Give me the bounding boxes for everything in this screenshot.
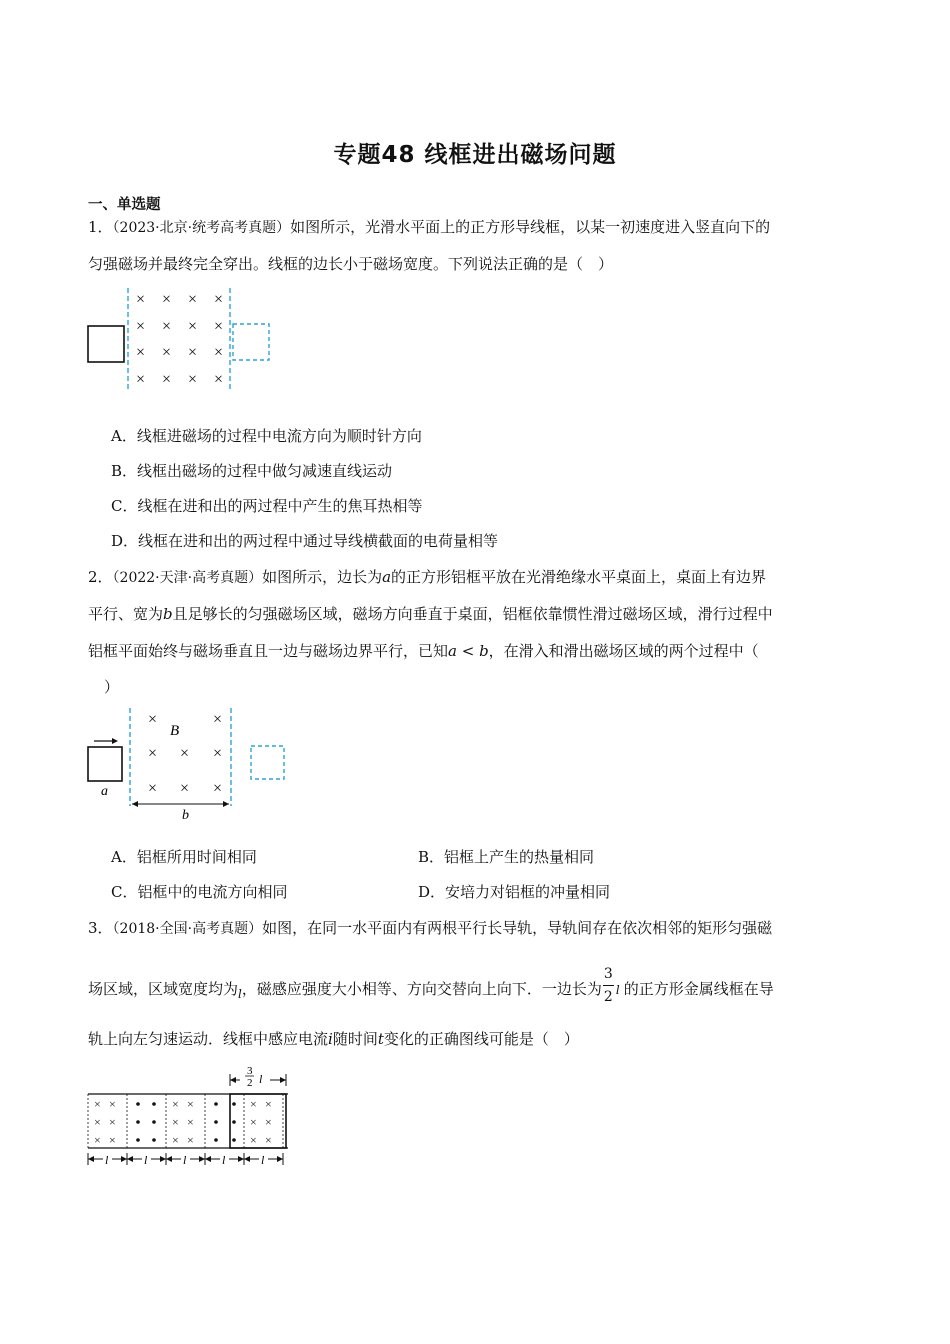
page-title: 专题48 线框进出磁场问题 [333,142,617,168]
svg-text:×: × [214,291,224,308]
svg-text:×: × [162,291,172,308]
q3-dim-l-5: l [261,1153,265,1167]
q3-dim-l-3: l [183,1153,187,1167]
svg-text:×: × [148,780,158,797]
q3-frac-den: 2 [603,989,613,1005]
q2-field-crosses [148,711,222,797]
q2-line-2 [88,604,773,624]
q3-var-l: l [238,987,242,1001]
svg-text:×: × [109,1097,116,1111]
q2-number: 2． [88,568,113,586]
q3-line-3 [88,1029,579,1049]
q3-var-i: i [328,1030,333,1048]
q1-line-2: 匀强磁场并最终完全穿出。线框的边长小于磁场宽度。下列说法正确的是（ ） [88,255,614,273]
svg-text:×: × [214,371,224,388]
svg-text:×: × [136,318,146,335]
q2-stem-3b: ，在滑入和滑出磁场区域的两个过程中（ [488,642,759,660]
q3-var-t: t [377,1030,384,1048]
q2-label-B: B [170,723,180,739]
q2-option-a[interactable]: A．铝框所用时间相同 [111,848,257,866]
svg-text:×: × [187,1133,194,1147]
q2-source: （2022·天津·高考真题） [112,570,263,586]
svg-text:×: × [162,344,172,361]
q3-dim-l-2: l [144,1153,148,1167]
svg-text:×: × [188,344,198,361]
svg-text:×: × [162,371,172,388]
q3-var-l-2: l [615,983,620,997]
q3-stem-3c: 变化的正确图线可能是（ ） [383,1030,579,1048]
q2-stem-1a: 如图所示，边长为 [262,568,383,586]
q2-stem-3a: 铝框平面始终与磁场垂直且一边与磁场边界平行，已知 [88,642,449,660]
svg-text:×: × [250,1133,257,1147]
svg-text:×: × [187,1097,194,1111]
q1-option-c[interactable]: C．线框在进和出的两过程中产生的焦耳热相等 [111,497,423,515]
q1-option-a[interactable]: A．线框进磁场的过程中电流方向为顺时针方向 [111,427,422,445]
q2-line-3 [88,641,759,661]
q2-stem-2a: 平行、宽为 [88,605,164,623]
q3-figure [84,1060,299,1170]
svg-text:×: × [172,1115,179,1129]
svg-text:×: × [136,371,146,388]
q2-line-1 [88,567,766,588]
svg-text:×: × [188,318,198,335]
q2-inequality: a < b [448,642,489,660]
svg-text:×: × [188,371,198,388]
q3-loop [230,1094,286,1148]
q3-source: （2018·全国·高考真题） [112,921,263,937]
q3-line-2 [88,966,774,1005]
q3-number: 3． [88,919,113,937]
svg-text:×: × [172,1097,179,1111]
q1-option-d[interactable]: D．线框在进和出的两过程中通过导线横截面的电荷量相等 [111,532,499,550]
q2-option-b[interactable]: B．铝框上产生的热量相同 [418,848,595,866]
q1-loop [88,326,124,362]
svg-text:×: × [109,1133,116,1147]
q1-source: （2023·北京·统考高考真题） [112,220,291,236]
q3-stem-2c: 的正方形金属线框在导 [623,980,774,998]
q3-top-frac-den: 2 [247,1077,253,1089]
svg-text:×: × [172,1133,179,1147]
svg-text:×: × [265,1115,272,1129]
q2-velocity-arrowhead [112,738,118,744]
q3-dim-l-4: l [222,1153,226,1167]
svg-text:×: × [265,1133,272,1147]
q3-stem-2b: ，磁感应强度大小相等、方向交替向上向下．一边长为 [241,980,602,998]
svg-text:×: × [265,1097,272,1111]
q2-var-b: b [163,605,173,623]
svg-text:×: × [162,318,172,335]
q1-number: 1． [88,218,113,236]
q2-option-d[interactable]: D．安培力对铝框的冲量相同 [418,883,611,901]
q3-stem-3b: 随时间 [332,1030,378,1048]
q3-line-1 [88,918,772,939]
q3-fraction [602,966,616,1005]
svg-text:×: × [136,291,146,308]
q3-stem-2a: 场区域，区域宽度均为 [88,980,239,998]
svg-text:×: × [109,1115,116,1129]
svg-text:×: × [148,711,158,728]
q3-top-frac-num: 3 [247,1065,253,1077]
svg-text:×: × [148,745,158,762]
svg-text:×: × [187,1115,194,1129]
svg-text:×: × [213,780,223,797]
q1-line-1 [88,217,770,238]
q2-line-4: ） [104,678,120,696]
svg-text:×: × [136,344,146,361]
q3-frac-num: 3 [603,966,613,982]
svg-text:×: × [180,745,190,762]
q1-option-b[interactable]: B．线框出磁场的过程中做匀减速直线运动 [111,462,393,480]
q3-stem-1: 如图，在同一水平面内有两根平行长导轨，导轨间存在依次相邻的矩形匀强磁 [262,919,773,937]
svg-text:×: × [214,318,224,335]
q3-stem-3a: 轨上向左匀速运动．线框中感应电流 [88,1030,329,1048]
svg-text:×: × [94,1133,101,1147]
section-heading: 一、单选题 [88,197,161,213]
q2-figure [84,706,294,828]
q2-option-c[interactable]: C．铝框中的电流方向相同 [111,883,288,901]
svg-text:×: × [94,1097,101,1111]
svg-text:×: × [188,291,198,308]
q1-stem-1: 如图所示，光滑水平面上的正方形导线框，以某一初速度进入竖直向下的 [290,218,771,236]
q3-field-symbols [94,1097,272,1147]
q2-loop-exit-position [251,746,284,779]
svg-text:×: × [214,344,224,361]
q3-top-l: l [259,1072,263,1086]
svg-text:×: × [213,711,223,728]
q1-loop-exit-position [233,324,269,360]
q2-label-a: a [101,784,108,799]
q2-stem-2b: 且足够长的匀强磁场区域，磁场方向垂直于桌面，铝框依靠惯性滑过磁场区域，滑行过程中 [172,605,773,623]
q2-loop [88,747,122,781]
svg-text:×: × [94,1115,101,1129]
svg-text:×: × [213,745,223,762]
q1-field-crosses [136,291,223,388]
q3-dim-l-1: l [105,1153,109,1167]
q1-figure [84,286,284,396]
svg-text:×: × [250,1097,257,1111]
svg-text:×: × [180,780,190,797]
q2-var-a: a [382,568,392,586]
q2-stem-1b: 的正方形铝框平放在光滑绝缘水平桌面上，桌面上有边界 [391,568,767,586]
svg-text:×: × [250,1115,257,1129]
q2-label-b: b [182,808,189,823]
